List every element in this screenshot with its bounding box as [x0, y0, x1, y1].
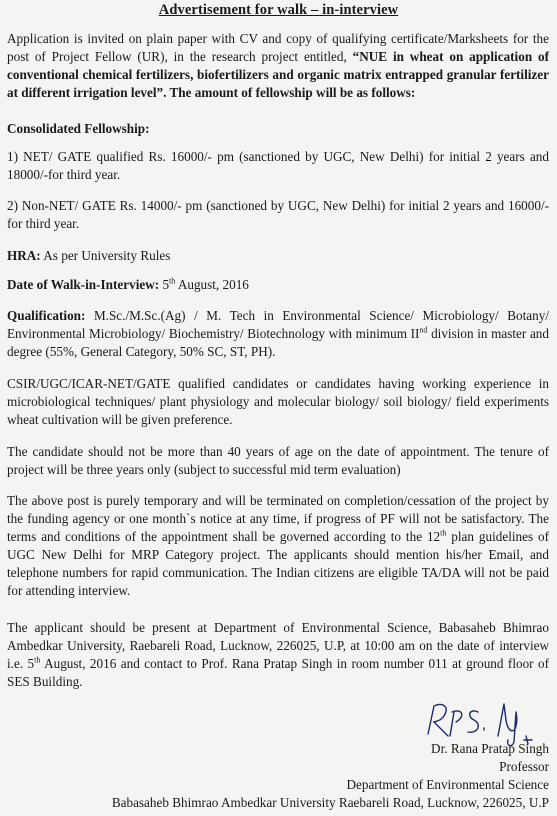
signatory-department: Department of Environmental Science: [346, 777, 549, 792]
presence-sup: th: [34, 655, 41, 665]
intro-paragraph: [7, 30, 549, 102]
qualification-text-end: division in master and degree (55%, General Category, 50% SC, ST, PH).: [7, 326, 549, 359]
walkin-day-suffix: th: [169, 276, 176, 286]
signatory-name: Dr. Rana Pratap Singh: [431, 741, 549, 756]
hra-line: [7, 247, 549, 265]
signatory-designation: Professor: [499, 759, 549, 774]
preference-paragraph: CSIR/UGC/ICAR-NET/GATE qualified candidates or candidates having working experience in microbiological techniques/ plant physiology and molecular biology/ soil biology/ field experiments wheat cultivation will be given preference.: [7, 376, 549, 427]
qualification-sup: nd: [419, 325, 428, 335]
presence-text-end: August, 2016 and contact to Prof. Rana Pratap Singh in room number 011 at ground floor of SES Building.: [7, 656, 549, 689]
qualification-text: M.Sc./M.Sc.(Ag) / M. Tech in Environmental Science/ Microbiology/ Botany/ Environmental Microbiology/ Biochemistry/ Biotechnology with minimum II: [7, 308, 549, 341]
qualification-label: Qualification:: [7, 308, 86, 323]
document-title: Advertisement for walk – in-interview: [158, 2, 399, 18]
fellowship-heading: Consolidated Fellowship:: [7, 121, 150, 136]
terms-paragraph: [7, 492, 549, 600]
intro-fellowship-note: . The amount of fellowship will be as follows:: [163, 85, 416, 100]
project-title: “NUE in wheat on application of conventional chemical fertilizers, biofertilizers and organic matrix entrapped granular fertilizer at different irrigation level”: [7, 49, 549, 100]
qualification-paragraph: [7, 307, 549, 361]
walkin-date-line: [7, 276, 549, 294]
presence-text: The applicant should be present at Department of Environmental Science, Babasaheb Bhimrao Ambedkar University, Raebareli Road, Lucknow, 226025, U.P, at 10:00 am on the date of interview i.e. 5: [7, 620, 549, 671]
age-paragraph: The candidate should not be more than 40 years of age on the date of appointment. The tenure of project will be three years only (subject to successful mid term evaluation): [7, 444, 549, 477]
walkin-month-year: August, 2016: [175, 277, 249, 292]
terms-text: The above post is purely temporary and will be terminated on completion/cessation of the project by the funding agency or one month`s notice at any time, if progress of PF will not be satisfactory. The terms and conditions of the appointment shall be governed according to the 12: [7, 493, 549, 544]
hra-label: HRA:: [7, 248, 41, 263]
intro-text: Application is invited on plain paper with CV and copy of qualifying certificate/Marksheets for the post of Project Fellow (UR), in the research project entitled,: [7, 31, 549, 64]
walkin-day: 5: [159, 277, 170, 292]
terms-text-end: plan guidelines of UGC New Delhi for MRP Category project. The applicants should mention his/her Email, and telephone numbers for rapid communication. The Indian citizens are eligible TA/DA will not be paid for attending interview.: [7, 529, 549, 598]
hra-value: As per University Rules: [40, 248, 171, 263]
signature-block: [112, 740, 549, 812]
terms-sup: th: [440, 528, 447, 538]
presence-paragraph: [7, 619, 549, 691]
walkin-label: Date of Walk-in-Interview:: [7, 277, 160, 292]
signatory-address: Babasaheb Bhimrao Ambedkar University Raebareli Road, Lucknow, 226025, U.P: [111, 795, 549, 810]
fellowship-item-non-net: 2) Non-NET/ GATE Rs. 14000/- pm (sanctioned by UGC, New Delhi) for initial 2 years and 16000/-for third year.: [7, 198, 549, 231]
fellowship-item-net: 1) NET/ GATE qualified Rs. 16000/- pm (sanctioned by UGC, New Delhi) for initial 2 years and 18000/-for third year.: [7, 149, 549, 182]
